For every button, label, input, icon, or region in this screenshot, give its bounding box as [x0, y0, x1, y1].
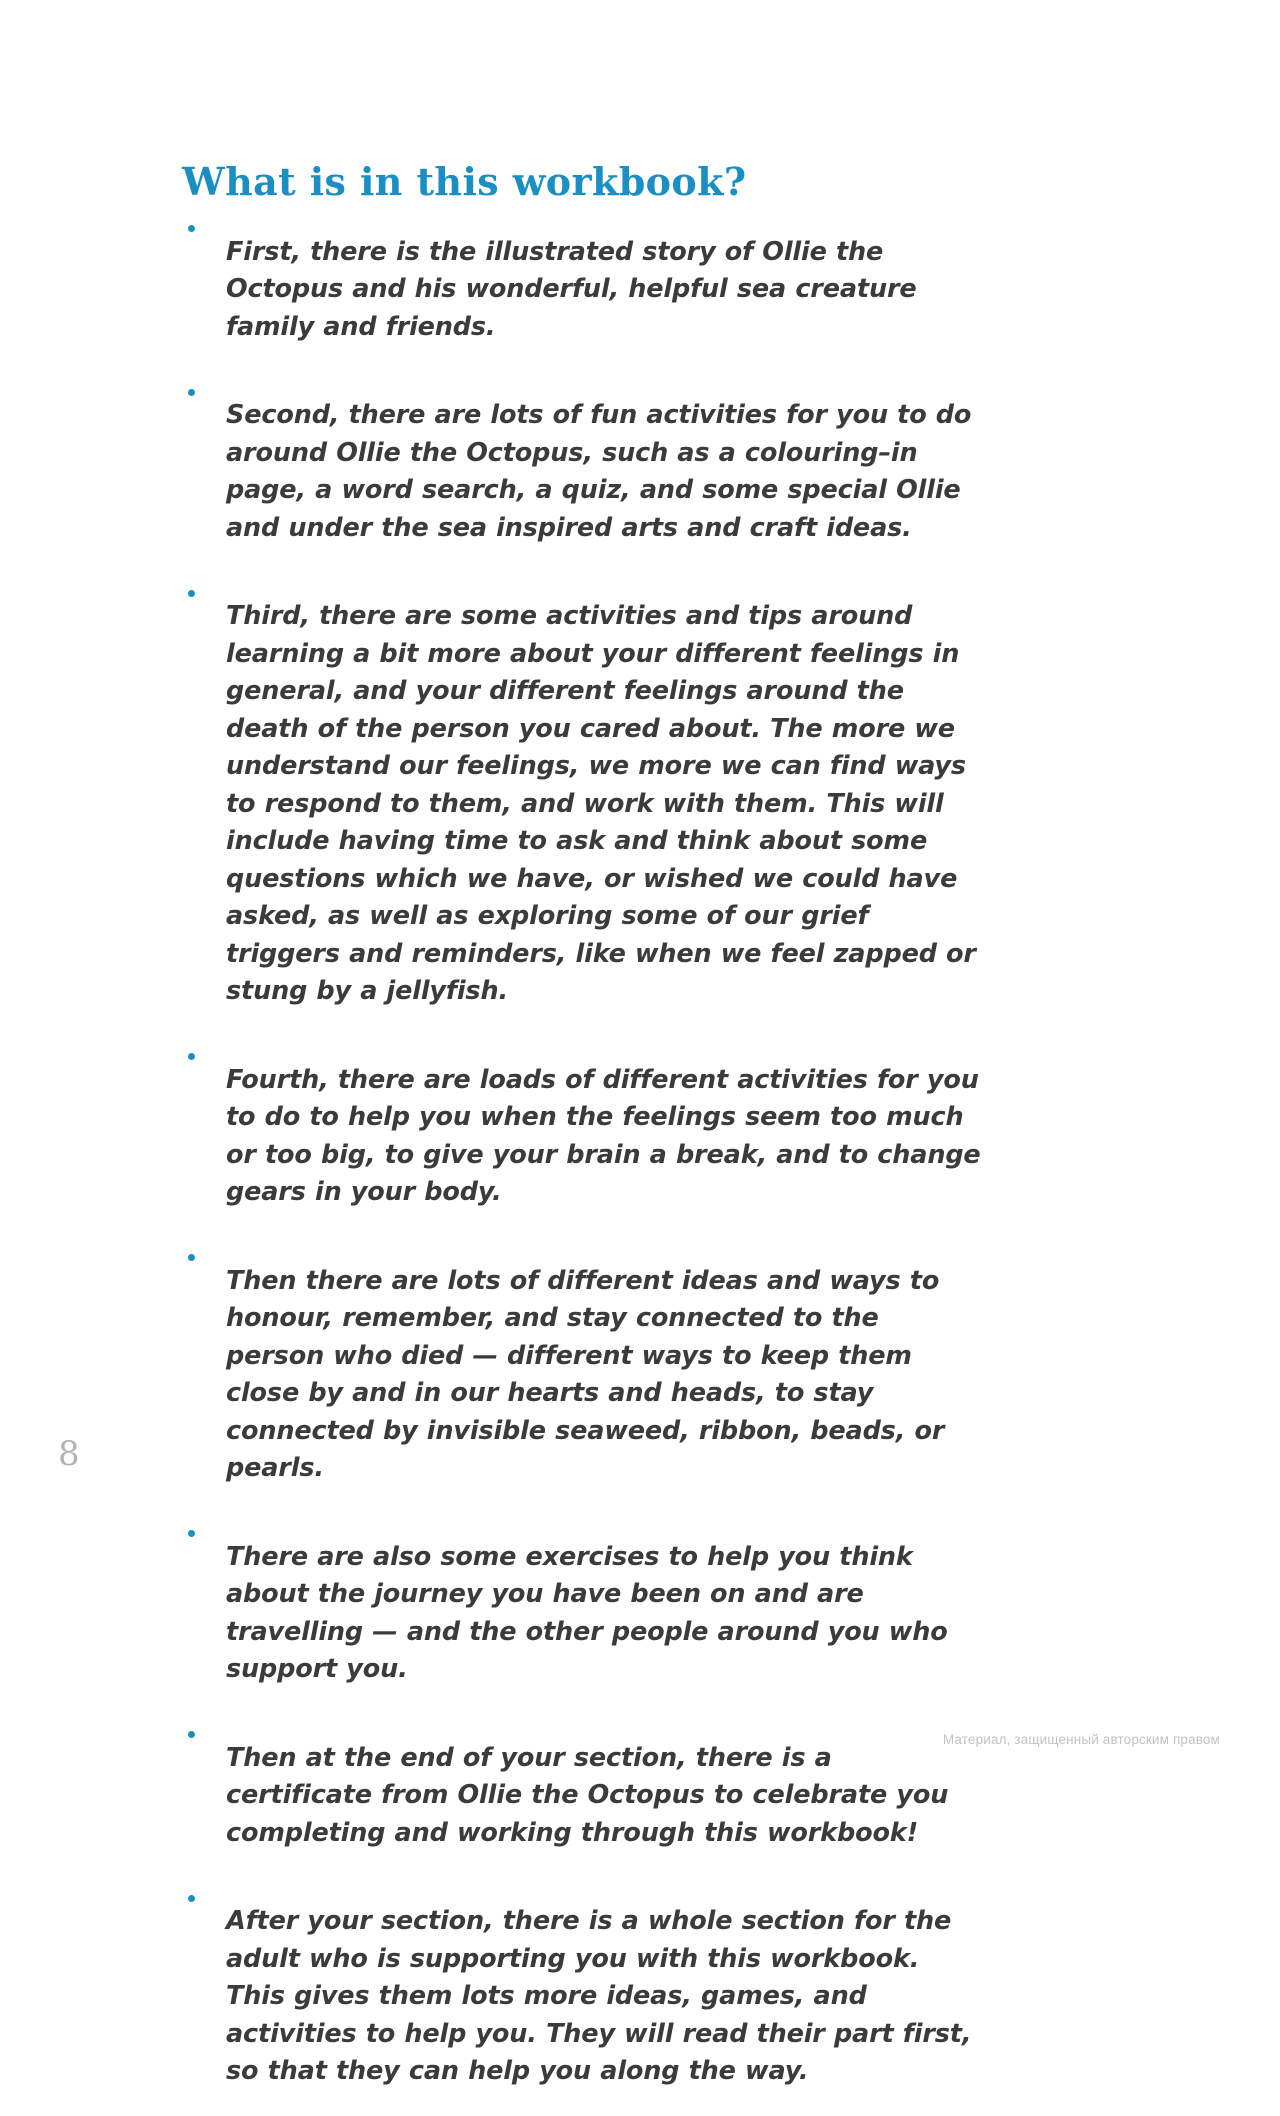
- page-number: 8: [58, 1437, 80, 1471]
- list-item-text: Then at the end of your section, there is a certificate from Ollie the Octopus to celebrate you completing and working through this workbook!: [226, 1740, 982, 1853]
- list-item-text: First, there is the illustrated story of Ollie the Octopus and his wonderful, helpful sea creature family and friends.: [226, 234, 982, 347]
- list-item: [182, 1237, 982, 1513]
- list-item: [182, 208, 982, 372]
- list-item: [182, 1513, 982, 1714]
- bullet-dot-icon: [182, 1036, 226, 1060]
- bullet-dot-icon: [182, 208, 226, 232]
- list-item-text: After your section, there is a whole section for the adult who is supporting you with this workbook. This gives them lots more ideas, games, and activities to help you. They will read their part first, so that they can help you along the way.: [226, 1903, 982, 2091]
- list-item: [182, 573, 982, 1037]
- list-item: [182, 1714, 982, 1878]
- list-item-text: There are also some exercises to help you think about the journey you have been on and are travelling — and the other people around you who support you.: [226, 1539, 982, 1689]
- bullet-dot-icon: [182, 1714, 226, 1738]
- list-item-text: Third, there are some activities and tips around learning a bit more about your different feelings in general, and your different feelings around the death of the person you cared about. The more we understand our feelings, we more we can find ways to respond to them, and work with them. This will include having time to ask and think about some questions which we have, or wished we could have asked, as well as exploring some of our grief triggers and reminders, like when we feel zapped or stung by a jellyfish.: [226, 598, 982, 1011]
- list-item-text: Fourth, there are loads of different activities for you to do to help you when the feelings seem too much or too big, to give your brain a break, and to change gears in your body.: [226, 1062, 982, 1212]
- page-title: What is in this workbook?: [182, 163, 1082, 201]
- bullet-dot-icon: [182, 1513, 226, 1537]
- bullet-dot-icon: [182, 372, 226, 396]
- bullet-dot-icon: [182, 573, 226, 597]
- bullet-dot-icon: [182, 1878, 226, 1902]
- list-item: [182, 1878, 982, 2116]
- list-item-text: Then there are lots of different ideas and ways to honour, remember, and stay connected to the person who died — different ways to keep them close by and in our hearts and heads, to stay connected by invisible seaweed, ribbon, beads, or pearls.: [226, 1263, 982, 1488]
- bullet-list: [182, 208, 982, 2116]
- list-item: [182, 1036, 982, 1237]
- bullet-dot-icon: [182, 1237, 226, 1261]
- copyright-notice: Материал, защищенный авторским правом: [943, 1733, 1220, 1747]
- list-item: [182, 372, 982, 573]
- list-item-text: Second, there are lots of fun activities for you to do around Ollie the Octopus, such as a colouring–in page, a word search, a quiz, and some special Ollie and under the sea inspired arts and craft ideas.: [226, 397, 982, 547]
